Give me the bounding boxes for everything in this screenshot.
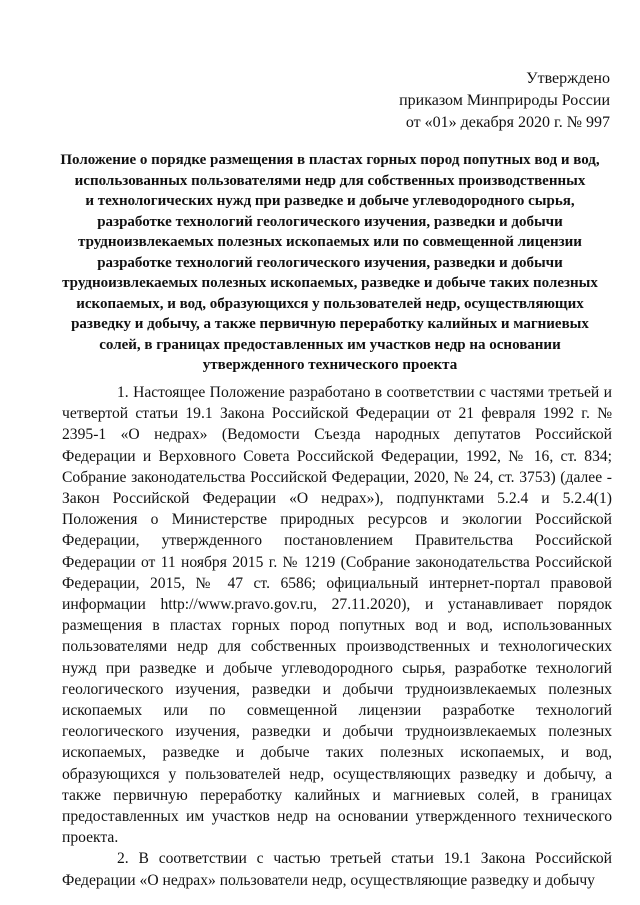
title-line: ископаемых, и вод, образующихся у пользователей недр, осуществляющих <box>76 295 584 312</box>
approval-stamp <box>399 68 610 134</box>
approval-line: Утверждено <box>526 70 610 87</box>
document-body <box>62 382 612 891</box>
title-line: разработке технологий геологического изучения, разведки и добычи <box>97 213 563 230</box>
paragraph-1: 1. Настоящее Положение разработано в соответствии с частями третьей и четвертой статьи 19.1 Закона Российской Федерации от 21 февраля 1992 г. № 2395-1 «О недрах» (Ведомости Съезда народных депутатов Российской Федерации и Верховного Совета Российской Федерации, 1992, № 16, ст. 834; Собрание законодательства Российской Федерации, 2020, № 24, ст. 3753) (далее - Закон Российской Федерации «О недрах»), подпунктами 5.2.4 и 5.2.4(1) Положения о Министерстве природных ресурсов и экологии Российской Федерации, утвержденного постановлением Правительства Российской Федерации от 11 ноября 2015 г. № 1219 (Собрание законодательства Российской Федерации, 2015, № 47 ст. 6586; официальный интернет-портал правовой информации http://www.pravo.gov.ru, 27.11.2020), и устанавливает порядок размещения в пластах горных пород попутных вод и вод, использованных пользователями недр для собственных производственных и технологических нужд при разведке и добыче углеводородного сырья, разработке технологий геологического изучения, разведки и добычи трудноизвлекаемых полезных ископаемых или по совмещенной лицензии разработке технологий геологического изучения, разведки и добычи трудноизвлекаемых полезных ископаемых, разведке и добыче таких полезных ископаемых, и вод, образующихся у пользователей недр, осуществляющих разведку и добычу, а также первичную переработку калийных и магниевых солей, в границах предоставленных им участков недр на основании утвержденного технического проекта. <box>62 384 612 847</box>
approval-date-line: от «01» декабря 2020 г. № 997 <box>405 114 610 131</box>
title-line: трудноизвлекаемых полезных ископаемых или по совмещенной лицензии <box>78 234 582 250</box>
title-line: трудноизвлекаемых полезных ископаемых, разведке и добыче таких полезных <box>62 275 598 291</box>
title-line: утвержденного технического проекта <box>202 357 458 373</box>
title-line: Положение о порядке размещения в пластах горных пород попутных вод и вод, <box>60 152 600 168</box>
paragraph-2: 2. В соответствии с частью третьей статьи 19.1 Закона Российской Федерации «О недрах» пользователи недр, осуществляющие разведку и добычу <box>62 850 612 889</box>
document-title <box>40 150 620 376</box>
title-line: и технологических нужд при разведке и добыче углеводородного сырья, <box>85 193 575 209</box>
title-line: разработке технологий геологического изучения, разведки и добычи <box>97 254 563 271</box>
title-line: солей, в границах предоставленных им участков недр на основании <box>99 336 561 353</box>
title-line: использованных пользователями недр для собственных производственных <box>74 172 586 189</box>
approval-order-line: приказом Минприроды России <box>399 92 610 109</box>
title-line: разведку и добычу, а также первичную переработку калийных и магниевых <box>71 316 589 332</box>
